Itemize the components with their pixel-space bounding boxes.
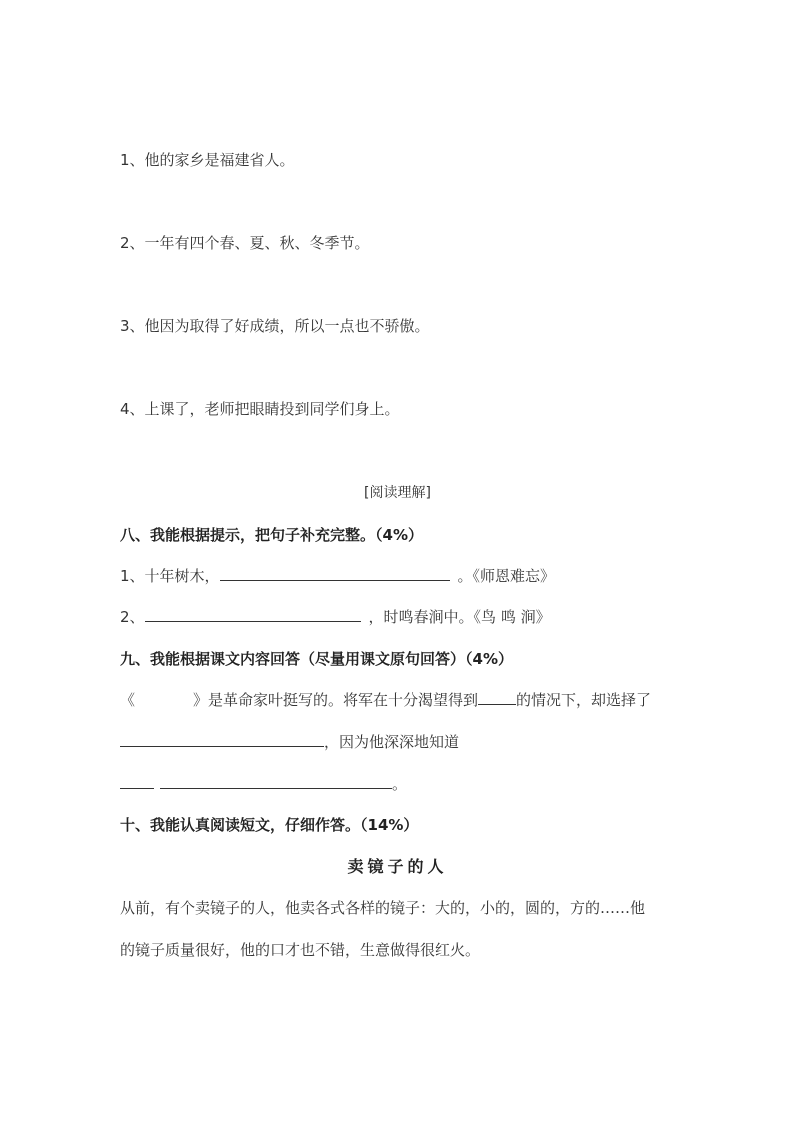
section-10-heading: 十、我能认真阅读短文，仔细作答。（14%） <box>120 816 419 834</box>
answer-blank[interactable] <box>220 566 450 581</box>
sentence-4: 4、上课了，老师把眼睛投到同学们身上。 <box>120 400 400 418</box>
line-2-end: ，因为他深深地知道 <box>324 733 460 751</box>
item-1-suffix: 。《师恩难忘》 <box>457 567 556 585</box>
sentence-3: 3、他因为取得了好成绩，所以一点也不骄傲。 <box>120 317 430 335</box>
passage-paragraph-1: 从前，有个卖镜子的人，他卖各式各样的镜子：大的，小的，圆的，方的……他 <box>120 899 646 917</box>
sentence-1: 1、他的家乡是福建省人。 <box>120 151 295 169</box>
section-8-heading: 八、我能根据提示，把句子补充完整。（4%） <box>120 526 423 544</box>
answer-blank[interactable] <box>478 690 516 705</box>
line-1-middle: 》是革命家叶挺写的。将军在十分渴望得到 <box>193 691 479 709</box>
section-8-item-2 <box>120 607 551 627</box>
answer-blank[interactable] <box>160 774 392 789</box>
answer-blank[interactable] <box>145 607 361 622</box>
section-9-line-2 <box>120 732 459 752</box>
line-1-end: 的情况下，却选择了 <box>516 691 652 709</box>
section-8-item-1 <box>120 566 555 586</box>
passage-title: 卖镜子的人 <box>347 857 448 876</box>
passage-paragraph-2: 的镜子质量很好，他的口才也不错，生意做得很红火。 <box>120 941 481 959</box>
reading-label: [阅读理解] <box>364 485 431 501</box>
sentence-2: 2、一年有四个春、夏、秋、冬季节。 <box>120 234 370 252</box>
section-9-heading: 九、我能根据课文内容回答（尽量用课文原句回答）（4%） <box>120 650 513 668</box>
item-2-suffix: ，时鸣春涧中。《鸟 鸣 涧》 <box>368 608 551 626</box>
section-9-line-3 <box>120 774 407 794</box>
item-1-prefix: 1、十年树木， <box>120 567 220 585</box>
line-3-end: 。 <box>392 775 408 793</box>
book-open-mark: 《 <box>120 691 136 709</box>
section-9-line-1 <box>120 690 651 710</box>
answer-blank[interactable] <box>120 774 154 789</box>
item-2-prefix: 2、 <box>120 608 145 626</box>
answer-blank[interactable] <box>120 732 324 747</box>
